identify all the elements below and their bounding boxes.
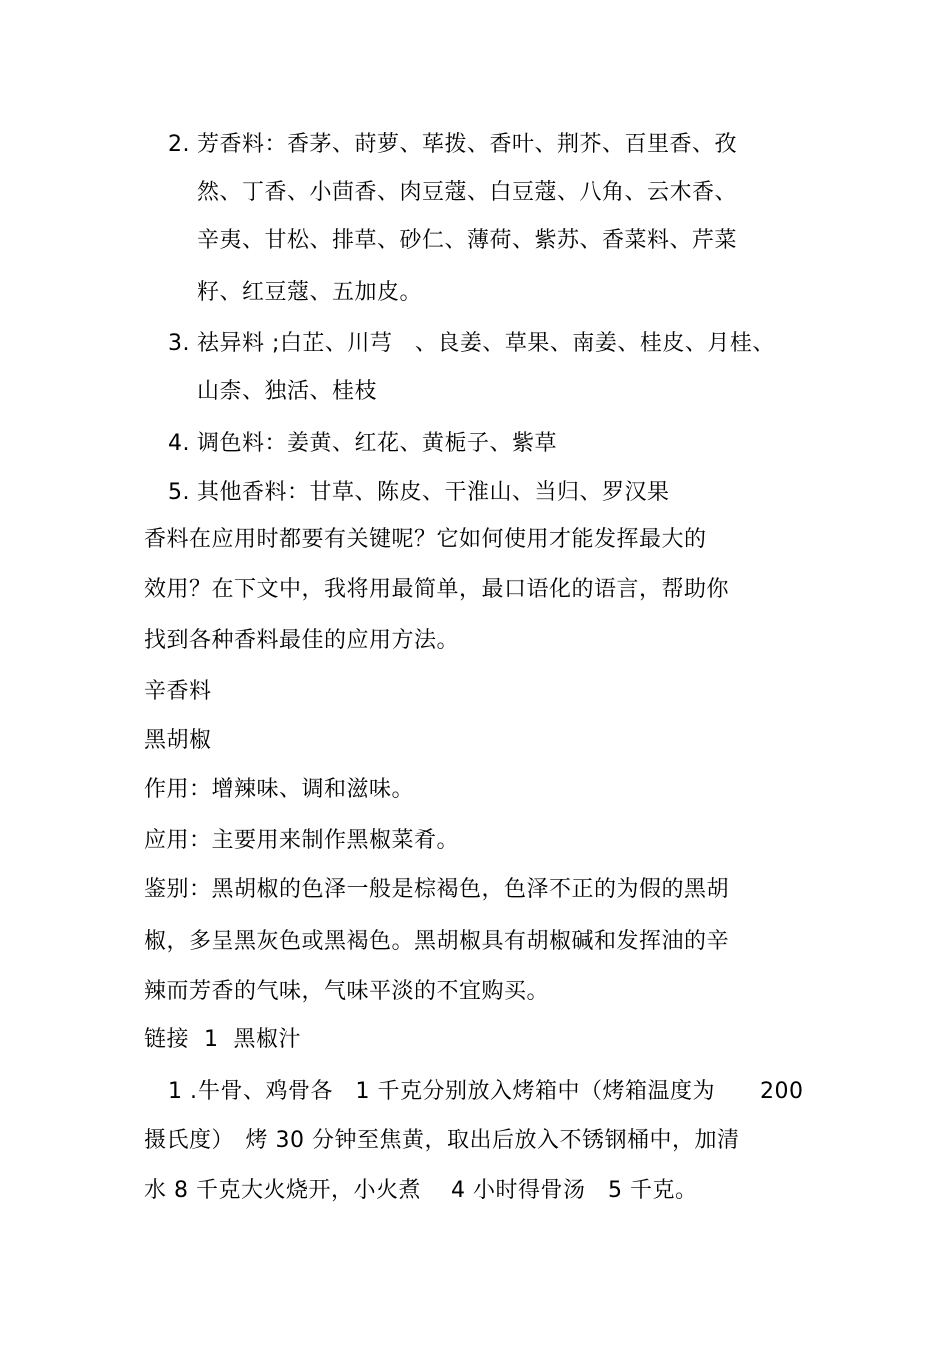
identification-line: 椒，多呈黑灰色或黑褐色。黑胡椒具有胡椒碱和发挥油的辛: [144, 929, 730, 954]
intro-paragraph-line: 找到各种香料最佳的应用方法。: [144, 628, 460, 653]
list-item-text: 然、丁香、小茴香、肉豆蔻、白豆蔻、八角、云木香、: [197, 180, 738, 205]
list-item-text: 籽、红豆蔻、五加皮。: [197, 280, 423, 305]
application-text: 应用：主要用来制作黑椒菜肴。: [144, 828, 460, 853]
list-item-text: 山柰、独活、桂枝: [197, 379, 378, 404]
intro-paragraph-line: 效用？在下文中，我将用最简单，最口语化的语言，帮助你: [144, 577, 730, 602]
list-number: 2.: [168, 132, 190, 157]
identification-line: 鉴别：黑胡椒的色泽一般是棕褐色，色泽不正的为假的黑胡: [144, 877, 730, 902]
list-number: 4.: [168, 431, 190, 456]
section-heading: 辛香料: [144, 679, 212, 704]
list-item-text: 祛异料 ;白芷、川芎 、良姜、草果、南姜、桂皮、月桂、: [197, 331, 775, 356]
link-heading: 链接 1 黑椒汁: [144, 1027, 301, 1052]
list-number: 5.: [168, 480, 190, 505]
item-name: 黑胡椒: [144, 728, 212, 753]
list-item-text: 调色料：姜黄、红花、黄栀子、紫草: [197, 431, 558, 456]
step-text: 摄氏度） 烤 30 分钟至焦黄，取出后放入不锈钢桶中，加清: [144, 1128, 740, 1153]
step-text: 牛骨、鸡骨各 1 千克分别放入烤箱中（烤箱温度为 200: [198, 1079, 804, 1104]
intro-paragraph-line: 香料在应用时都要有关键呢？它如何使用才能发挥最大的: [144, 527, 707, 552]
list-item-text: 其他香料：甘草、陈皮、干淮山、当归、罗汉果: [197, 480, 670, 505]
list-number: 3.: [168, 331, 190, 356]
list-item-text: 辛夷、甘松、排草、砂仁、薄荷、紫苏、香菜料、芹菜: [197, 228, 738, 253]
identification-line: 辣而芳香的气味，气味平淡的不宜购买。: [144, 979, 550, 1004]
usage-text: 作用：增辣味、调和滋味。: [144, 777, 415, 802]
list-item-text: 芳香料：香茅、莳萝、荜拨、香叶、荆芥、百里香、孜: [197, 132, 738, 157]
step-number: 1 .: [168, 1079, 198, 1104]
step-text: 水 8 千克大火烧开，小火煮 4 小时得骨汤 5 千克。: [144, 1178, 698, 1203]
